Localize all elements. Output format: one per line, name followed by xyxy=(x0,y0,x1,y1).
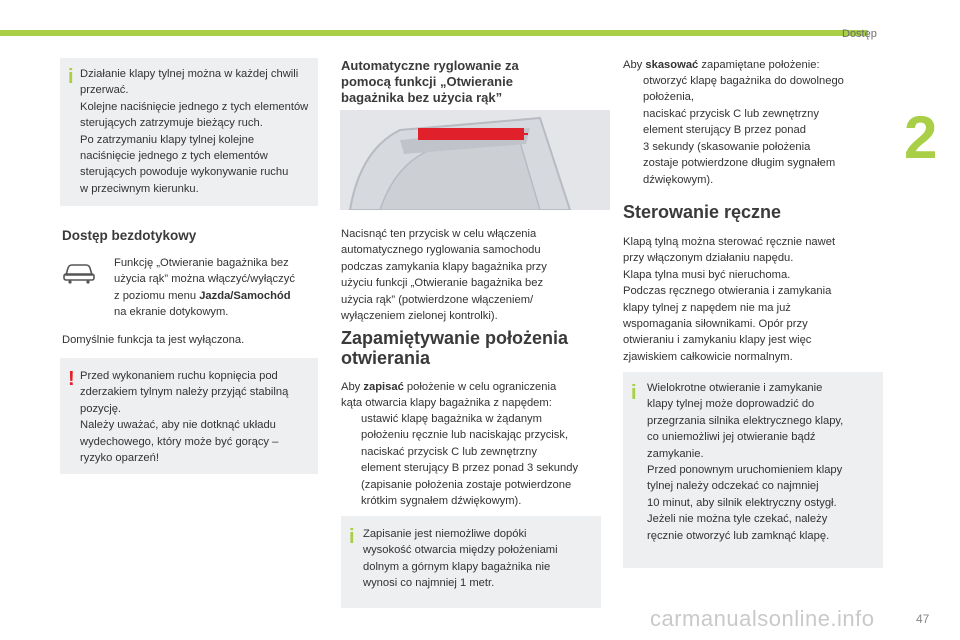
heading-keyless: Dostęp bezdotykowy xyxy=(62,228,197,243)
watermark: carmanualsonline.info xyxy=(650,606,875,631)
manual-text: Klapą tylną można sterować ręcznie nawet przy włączonym działaniu napędu. Klapa tylna musi być nieruchoma. Podczas ręcznego otwierania i zamykania klapy tylnej z napędem nie ma już wspomagania siłownikami. Opór przy otwieraniu i zamykaniu klapy jest więc zjawiskiem całkowicie normalnym. xyxy=(623,236,836,363)
heading-memo-position: Zapamiętywanie położenia otwierania xyxy=(341,328,569,368)
info-box-memo xyxy=(341,516,601,608)
page-number: 47 xyxy=(916,612,930,626)
warning-icon: ! xyxy=(68,368,75,390)
auto-lock-text: Nacisnąć ten przycisk w celu włączenia automatycznego ryglowania samochodu podczas zamykania klapy bagażnika przy użyciu funkcji „Otwieranie bagażnika bez użycia rąk” (potwierdzone włączeniem/ wyłączeniem zielonej kontrolki). xyxy=(341,228,547,323)
info-icon: i xyxy=(68,66,74,88)
info-text-memo: Zapisanie jest niemożliwe dopóki wysokość otwarcia między położeniami dolnym a górnym klapy bagażnika nie wynosi co najmniej 1 metr. xyxy=(363,528,558,590)
erase-intro: Aby skasować zapamiętane położenie: xyxy=(623,59,820,71)
info-icon: i xyxy=(631,382,637,404)
warning-text: Przed wykonaniem ruchu kopnięcia pod zderzakiem tylnym należy przyjąć stabilną pozycję. Należy uważać, aby nie dotknąć układu wydechowego, który może być gorący – ryzyko oparzeń! xyxy=(80,370,289,465)
memo-item-2: naciskać przycisk C lub zewnętrzny element sterujący B przez ponad 3 sekundy (zapisanie położenia zostaje potwierdzone krótkim sygnałem dźwiękowym). xyxy=(361,446,579,508)
heading-manual-control: Sterowanie ręczne xyxy=(623,202,782,222)
info-icon: i xyxy=(349,526,355,548)
info-text-overheat: Wielokrotne otwieranie i zamykanie klapy tylnej może doprowadzić do przegrzania silnika elektrycznego klapy, co uniemożliwi jej otwieranie bądź zamykanie. Przed ponownym uruchomieniem klapy tylnej należy odczekać co najmniej 10 minut, aby silnik elektryczny ostygł. Jeżeli nie można tyle czekać, należy ręcznie otworzyć lub zamknąć klapę. xyxy=(647,382,844,542)
memo-intro: Aby zapisać położenie w celu ograniczenia kąta otwarcia klapy bagażnika z napędem: xyxy=(341,381,557,410)
default-text: Domyślnie funkcja ta jest wyłączona. xyxy=(62,334,245,346)
section-title: Dostęp xyxy=(842,28,877,40)
erase-item-2: naciskać przycisk C lub zewnętrzny element sterujący B przez ponad 3 sekundy (skasowanie położenia zostaje potwierdzone długim sygnałem dźwiękowym). xyxy=(643,108,836,186)
erase-item-1: otworzyć klapę bagażnika do dowolnego położenia, xyxy=(643,75,844,104)
memo-item-1: ustawić klapę bagażnika w żądanym położeniu ręcznie lub naciskając przycisk, xyxy=(361,413,569,442)
heading-auto-lock: Automatyczne ryglowanie za pomocą funkcji „Otwieranie bagażnika bez użycia rąk” xyxy=(341,58,519,105)
top-accent-bar xyxy=(0,30,868,36)
tailgate-drawing xyxy=(340,110,610,210)
info-box-overheat xyxy=(623,372,883,568)
info-box-interrupt xyxy=(60,58,318,206)
keyless-text: Funkcję „Otwieranie bagażnika bez użycia rąk” można włączyć/wyłączyć z poziomu menu Jazda/Samochód na ekranie dotykowym. xyxy=(114,257,295,319)
info-text-interrupt: Działanie klapy tylnej można w każdej chwili przerwać. Kolejne naciśnięcie jednego z tych elementów sterujących zatrzymuje bieżący ruch. Po zatrzymaniu klapy tylnej kolejne naciśnięcie jednego z tych elementów sterujących powoduje wykonywanie ruchu w przeciwnym kierunku. xyxy=(80,68,309,195)
tailgate-illustration xyxy=(340,110,610,210)
chapter-number: 2 xyxy=(904,104,938,171)
car-settings-icon xyxy=(62,258,96,284)
warning-box xyxy=(60,358,318,474)
